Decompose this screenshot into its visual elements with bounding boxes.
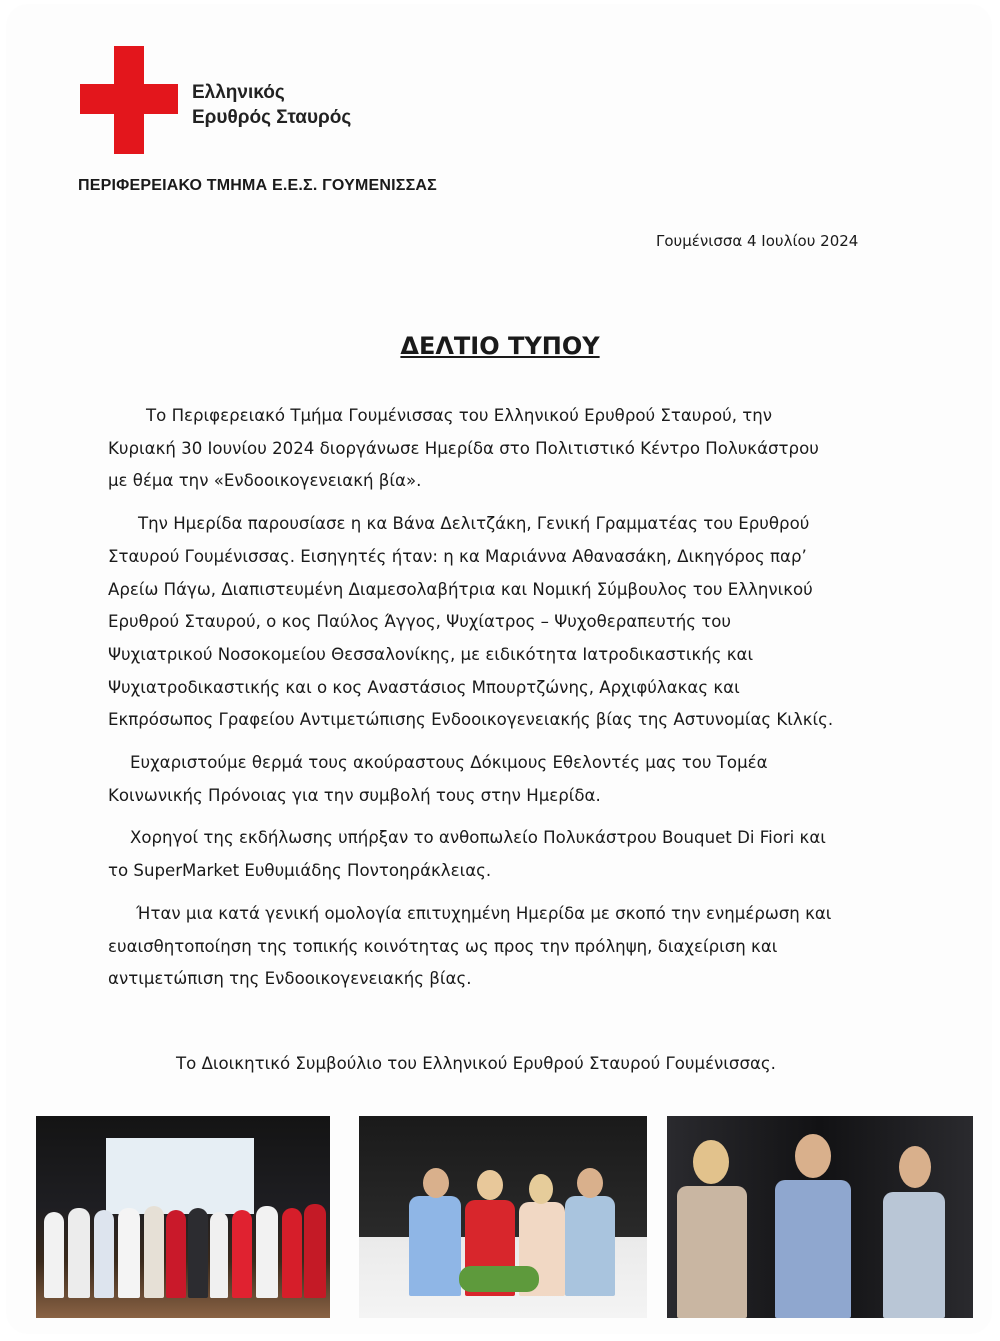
body-line: Σταυρού Γουμένισσας. Εισηγητές ήταν: η κα Μαριάννα Αθανασάκη, Δικηγόρος παρ’ bbox=[108, 546, 807, 566]
body-line: αντιμετώπιση της Ενδοοικογενειακής βίας. bbox=[108, 969, 472, 989]
body-line: Χορηγοί της εκδήλωσης υπήρξαν το ανθοπωλείο Πολυκάστρου Bouquet Di Fiori και bbox=[130, 828, 826, 848]
red-cross-logo bbox=[72, 40, 392, 160]
body-line: Ήταν μια κατά γενική ομολογία επιτυχημένη Ημερίδα με σκοπό την ενημέρωση και bbox=[136, 903, 832, 923]
event-photo-panel bbox=[667, 1116, 973, 1318]
press-release-title: ΔΕΛΤΙΟ ΤΥΠΟΥ bbox=[400, 332, 600, 360]
body-line: με θέμα την «Ενδοοικογενειακή βία». bbox=[108, 471, 422, 491]
body-line: το SuperMarket Ευθυμιάδης Ποντοηράκλειας. bbox=[108, 861, 492, 881]
department-heading: ΠΕΡΙΦΕΡΕΙΑΚΟ ΤΜΗΜΑ Ε.Ε.Σ. ΓΟΥΜΕΝΙΣΣΑΣ bbox=[78, 177, 437, 194]
document-date: Γουμένισσα 4 Ιουλίου 2024 bbox=[656, 232, 859, 250]
signature-line: Το Διοικητικό Συμβούλιο του Ελληνικού Ερυθρού Σταυρού Γουμένισσας. bbox=[176, 1054, 776, 1073]
body-line: Ευχαριστούμε θερμά τους ακούραστους Δόκιμους Εθελοντές μας του Τομέα bbox=[130, 753, 768, 773]
body-line: Την Ημερίδα παρουσίασε η κα Βάνα Δελιτζάκη, Γενική Γραμματέας του Ερυθρού bbox=[138, 514, 810, 534]
projection-screen bbox=[106, 1138, 254, 1214]
body-line: Κυριακή 30 Ιουνίου 2024 διοργάνωσε Ημερίδα στο Πολιτιστικό Κέντρο Πολυκάστρου bbox=[108, 438, 819, 458]
event-photo-group bbox=[36, 1116, 330, 1318]
body-line: Εκπρόσωπος Γραφείου Αντιμετώπισης Ενδοοικογενειακής βίας της Αστυνομίας Κιλκίς. bbox=[108, 710, 834, 730]
red-cross-icon bbox=[80, 46, 178, 154]
body-line: Ψυχιατρικού Νοσοκομείου Θεσσαλονίκης, με ειδικότητα Ιατροδικαστικής και bbox=[108, 644, 754, 664]
body-line: Το Περιφερειακό Τμήμα Γουμένισσας του Ελληνικού Ερυθρού Σταυρού, την bbox=[146, 406, 773, 425]
event-photo-speakers bbox=[359, 1116, 647, 1318]
body-line: Ερυθρού Σταυρού, ο κος Παύλος Άγγος, Ψυχίατρος – Ψυχοθεραπευτής του bbox=[108, 612, 732, 632]
logo-line2: Ερυθρός Σταυρός bbox=[192, 107, 352, 128]
body-line: Κοινωνικής Πρόνοιας για την συμβολή τους στην Ημερίδα. bbox=[108, 785, 601, 805]
body-line: ευαισθητοποίηση της τοπικής κοινότητας ως προς την πρόληψη, διαχείριση και bbox=[108, 936, 778, 956]
body-line: Ψυχιατροδικαστικής και ο κος Αναστάσιος Μπουρτζώνης, Αρχιφύλακας και bbox=[108, 677, 740, 697]
logo-text bbox=[192, 80, 351, 130]
press-release-body bbox=[108, 400, 940, 996]
body-line: Αρείω Πάγω, Διαπιστευμένη Διαμεσολαβήτρια και Νομική Σύμβουλος του Ελληνικού bbox=[108, 579, 813, 599]
logo-line1: Ελληνικός bbox=[192, 82, 285, 103]
